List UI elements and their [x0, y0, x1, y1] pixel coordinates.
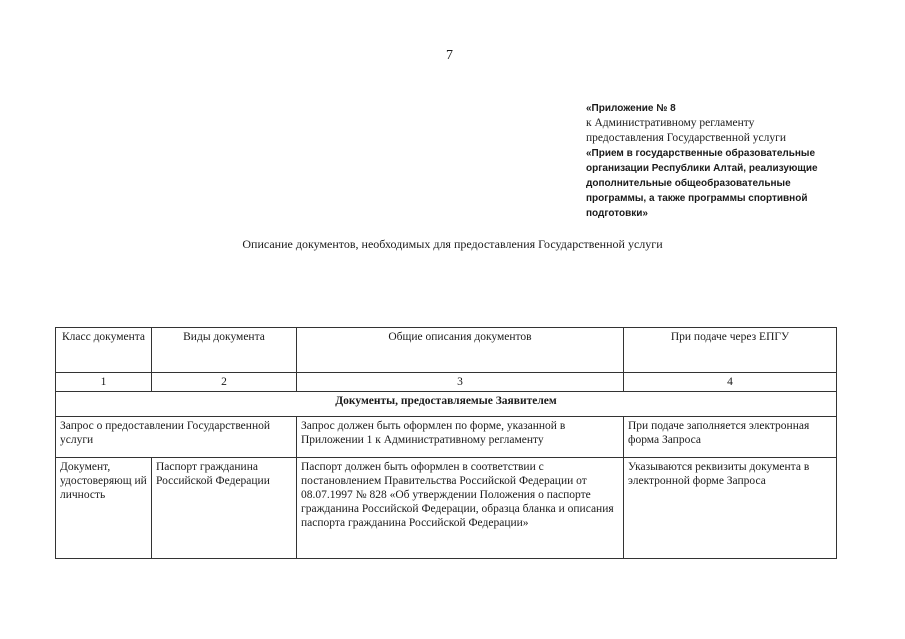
page-number: 7 [446, 48, 453, 63]
cell-document-type: Паспорт гражданина Российской Федерации [152, 458, 297, 559]
table-number-row [56, 373, 837, 392]
cell-document-class: Документ, удостоверяющ ий личность [56, 458, 152, 559]
appendix-header [586, 101, 836, 221]
cell-document-class: Запрос о предоставлении Государственной услуги [56, 417, 297, 458]
appendix-number: «Приложение № 8 [586, 103, 676, 114]
cell-epgu: Указываются реквизиты документа в электронной форме Запроса [624, 458, 837, 559]
table-row [56, 417, 837, 458]
column-number: 1 [56, 373, 152, 392]
table-row [56, 458, 837, 559]
table-header-row [56, 328, 837, 373]
section-title: Документы, предоставляемые Заявителем [56, 392, 837, 417]
header-epgu: При подаче через ЕПГУ [624, 328, 837, 373]
appendix-service-name: «Прием в государственные образовательные организации Республики Алтай, реализующие дополнительные общеобразовательные программы, а также программы спортивной подготовки» [586, 148, 818, 219]
cell-epgu: При подаче заполняется электронная форма Запроса [624, 417, 837, 458]
document-title: Описание документов, необходимых для предоставления Государственной услуги [242, 237, 663, 251]
column-number: 3 [297, 373, 624, 392]
cell-description: Паспорт должен быть оформлен в соответствии с постановлением Правительства Российской Федерации от 08.07.1997 № 828 «Об утверждении Положения о паспорте гражданина Российской Федерации, образца бланка и описания паспорта гражданина Российской Федерации» [297, 458, 624, 559]
column-number: 2 [152, 373, 297, 392]
column-number: 4 [624, 373, 837, 392]
appendix-service: предоставления Государственной услуги [586, 132, 786, 144]
appendix-regulation: к Административному регламенту [586, 117, 755, 129]
header-description: Общие описания документов [297, 328, 624, 373]
header-document-class: Класс документа [56, 328, 152, 373]
cell-description: Запрос должен быть оформлен по форме, указанной в Приложении 1 к Административному регламенту [297, 417, 624, 458]
documents-table [55, 327, 837, 559]
table-section-row [56, 392, 837, 417]
header-document-type: Виды документа [152, 328, 297, 373]
